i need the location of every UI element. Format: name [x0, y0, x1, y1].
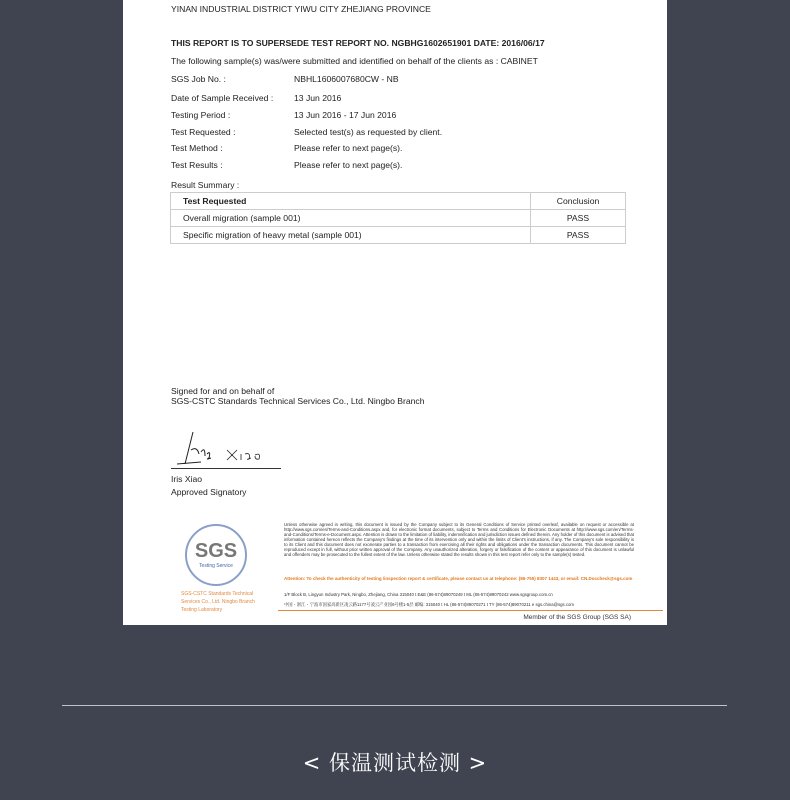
- field-value: NBHL1606007680CW - NB: [294, 74, 399, 84]
- signed-for-label: Signed for and on behalf of: [171, 386, 275, 396]
- section-title: < 保温测试检测 >: [302, 751, 488, 775]
- company-name: SGS-CSTC Standards Technical Services Co., Ltd. Ningbo Branch: [171, 396, 425, 406]
- table-row: [171, 227, 626, 244]
- supersede-notice: THIS REPORT IS TO SUPERSEDE TEST REPORT NO. NGBHG1602651901 DATE: 2016/06/17: [171, 38, 545, 48]
- sgs-testing-stamp: [185, 524, 247, 586]
- terms-fine-print: Unless otherwise agreed in writing, this document is issued by the Company subject to its General Conditions of Service printed overleaf, available on request or accessible at http://www.sgs.com/en/Terms-and-Conditions.aspx and, for electronic format documents, subject to Terms and Conditions for Electronic Documents at http://www.sgs.com/en/Terms-and-Conditions/Terms-e-Document.aspx. Attention is drawn to the limitation of liability, indemnification and jurisdiction issues defined therein. Any holder of this document is advised that information contained hereon reflects the Company's findings at the time of its intervention only and within the limits of Client's instructions, if any. The Company's sole responsibility is to its Client and this document does not exonerate parties to a transaction from exercising all their rights and obligations under the transaction documents. This document cannot be reproduced except in full, without prior written approval of the Company. Any unauthorized alteration, forgery or falsification of the content or appearance of this document is unlawful and offenders may be prosecuted to the fullest extent of the law. Unless otherwise stated the results shown in this test report refer only to the sample(s) tested.: [284, 522, 634, 557]
- signatory-title: Approved Signatory: [171, 487, 247, 497]
- section-divider: [62, 705, 727, 706]
- field-label: Test Results :: [171, 160, 223, 170]
- field-value: 13 Jun 2016: [294, 93, 342, 103]
- signature-line: [171, 468, 281, 469]
- lab-address: [284, 590, 662, 610]
- table-row: [171, 210, 626, 227]
- stamp-company: SGS-CSTC Standards Technical Services Co., Ltd. Ningbo Branch Testing Laboratory: [181, 591, 255, 613]
- authenticity-notice: Attention: To check the authenticity of testing /inspection report & certificate, please contact us at telephone: (86-755) 8307 1443, or email: CN.Doccheck@sgs.com: [284, 576, 633, 581]
- sgs-member-note: Member of the SGS Group (SGS SA): [523, 614, 631, 621]
- address-line-en: 1/F Block B, Lingyun Industry Park, Ningbo, Zhejiang, China 315040 t E&E (86-574)89070249 t ML (86-574)89070242 www.sgsgroup.com.cn: [284, 592, 553, 597]
- test-conclusion: PASS: [531, 227, 626, 244]
- test-name: Overall migration (sample 001): [171, 210, 531, 227]
- stamp-text: Testing Service: [199, 563, 233, 569]
- footer-divider: [278, 610, 663, 611]
- test-conclusion: PASS: [531, 210, 626, 227]
- field-label: Test Method :: [171, 143, 223, 153]
- header-test-requested: Test Requested: [171, 193, 531, 210]
- field-value: Selected test(s) as requested by client.: [294, 127, 443, 137]
- field-value: 13 Jun 2016 - 17 Jun 2016: [294, 110, 397, 120]
- test-name: Specific migration of heavy metal (sample 001): [171, 227, 531, 244]
- field-value: Please refer to next page(s).: [294, 143, 403, 153]
- field-value: Please refer to next page(s).: [294, 160, 403, 170]
- result-summary-table: [170, 192, 626, 244]
- client-address: YINAN INDUSTRIAL DISTRICT YIWU CITY ZHEJIANG PROVINCE: [171, 4, 431, 14]
- field-label: Testing Period :: [171, 110, 231, 120]
- field-label: Test Requested :: [171, 127, 236, 137]
- field-label: Date of Sample Received :: [171, 93, 274, 103]
- result-summary-label: Result Summary :: [171, 180, 240, 190]
- sgs-logo: SGS: [194, 540, 238, 562]
- table-header-row: [171, 193, 626, 210]
- header-conclusion: Conclusion: [531, 193, 626, 210]
- signatory-name: Iris Xiao: [171, 474, 203, 484]
- test-report-page: [123, 0, 667, 625]
- address-line-cn: 中国・浙江・宁波市国家高新区凌云路1177号凌云产业园6号楼1-5层 邮编: 315040 t HL (86-574)89070271 t TY (86-574)89070211 e sgs.china@sgs.com: [284, 602, 574, 607]
- sample-intro: The following sample(s) was/were submitted and identified on behalf of the clients as : CABINET: [171, 56, 538, 66]
- handwritten-signature: [171, 428, 271, 473]
- field-label: SGS Job No. :: [171, 74, 226, 84]
